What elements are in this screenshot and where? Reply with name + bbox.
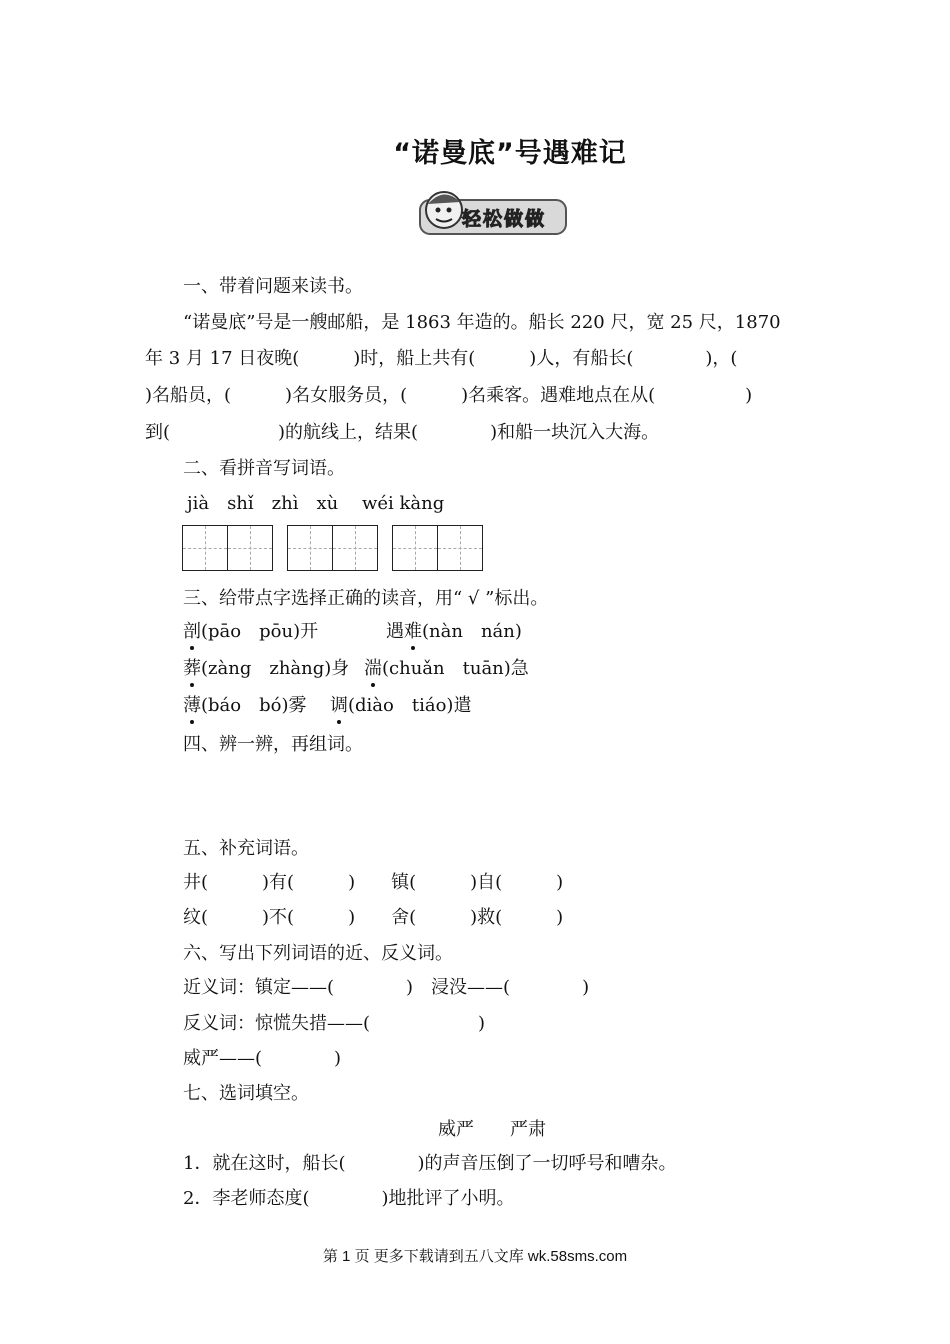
section-2-heading: 二、看拼音写词语。	[183, 458, 345, 479]
page-title: “诺曼底”号遇难记	[393, 138, 627, 169]
synonym-row[interactable]: 近义词：镇定——( ) 浸没——( )	[183, 977, 590, 998]
writing-grid	[182, 525, 483, 571]
reading-options[interactable]: (nàn nán)	[422, 621, 522, 642]
fill-sentence[interactable]: 1．就在这时，船长( )的声音压倒了一切呼号和嘈杂。	[183, 1153, 677, 1174]
paragraph-line: “诺曼底”号是一艘邮船，是 1863 年造的。船长 220 尺，宽 25 尺，1870	[183, 312, 781, 333]
fill-sentence[interactable]: 2．李老师态度( )地批评了小明。	[183, 1188, 515, 1209]
idiom-fill-row[interactable]: 纹( )不( ) 舍( )救( )	[183, 907, 564, 928]
section-6-heading: 六、写出下列词语的近、反义词。	[183, 943, 453, 964]
reading-options[interactable]: (báo bó)雾	[201, 695, 307, 716]
section-1-heading: 一、带着问题来读书。	[183, 276, 363, 297]
dotted-char: 剖	[183, 621, 201, 642]
pronunciation-item	[386, 621, 522, 643]
dotted-char: 调	[330, 695, 348, 716]
badge	[418, 186, 568, 238]
char-box-pair[interactable]	[287, 525, 378, 571]
dotted-char: 薄	[183, 695, 201, 716]
char-box-pair[interactable]	[182, 525, 273, 571]
dotted-char: 葬	[183, 658, 201, 679]
pinyin-prompt: jià shǐ zhì xù wéi kàng	[187, 493, 445, 514]
dotted-char: 湍	[364, 658, 382, 679]
section-5-heading: 五、补充词语。	[183, 838, 309, 859]
pronunciation-item	[183, 658, 349, 680]
char-box-pair[interactable]	[392, 525, 483, 571]
pronunciation-item	[364, 658, 529, 680]
reading-options[interactable]: (zàng zhàng)身	[201, 658, 350, 679]
section-3-heading: 三、给带点字选择正确的读音，用“ √ ”标出。	[183, 588, 549, 609]
paragraph-line: )名船员，( )名女服务员，( )名乘客。遇难地点在从( )	[145, 385, 753, 406]
plain-char: 遇	[386, 621, 404, 642]
section-4-heading: 四、辨一辨，再组词。	[183, 734, 363, 755]
reading-options[interactable]: (pāo pōu)开	[201, 621, 319, 642]
pronunciation-item	[183, 621, 318, 643]
word-options: 威严 严肃	[438, 1119, 546, 1140]
dotted-char: 难	[404, 621, 422, 642]
reading-options[interactable]: (chuǎn tuān)急	[382, 658, 529, 679]
badge-text: 轻松做做	[462, 208, 547, 230]
pronunciation-item	[183, 695, 307, 717]
page-footer: 第 1 页 更多下载请到五八文库 wk.58sms.com	[322, 1248, 628, 1265]
antonym-row[interactable]: 威严——( )	[183, 1048, 342, 1069]
idiom-fill-row[interactable]: 井( )有( ) 镇( )自( )	[183, 872, 564, 893]
paragraph-line: 到( )的航线上，结果( )和船一块沉入大海。	[145, 422, 660, 443]
antonym-row[interactable]: 反义词：惊慌失措——( )	[183, 1013, 486, 1034]
pronunciation-item	[330, 695, 471, 717]
paragraph-line: 年 3 月 17 日夜晚( )时，船上共有( )人，有船长( )，(	[145, 348, 738, 369]
section-7-heading: 七、选词填空。	[183, 1083, 309, 1104]
reading-options[interactable]: (diào tiáo)遣	[348, 695, 472, 716]
